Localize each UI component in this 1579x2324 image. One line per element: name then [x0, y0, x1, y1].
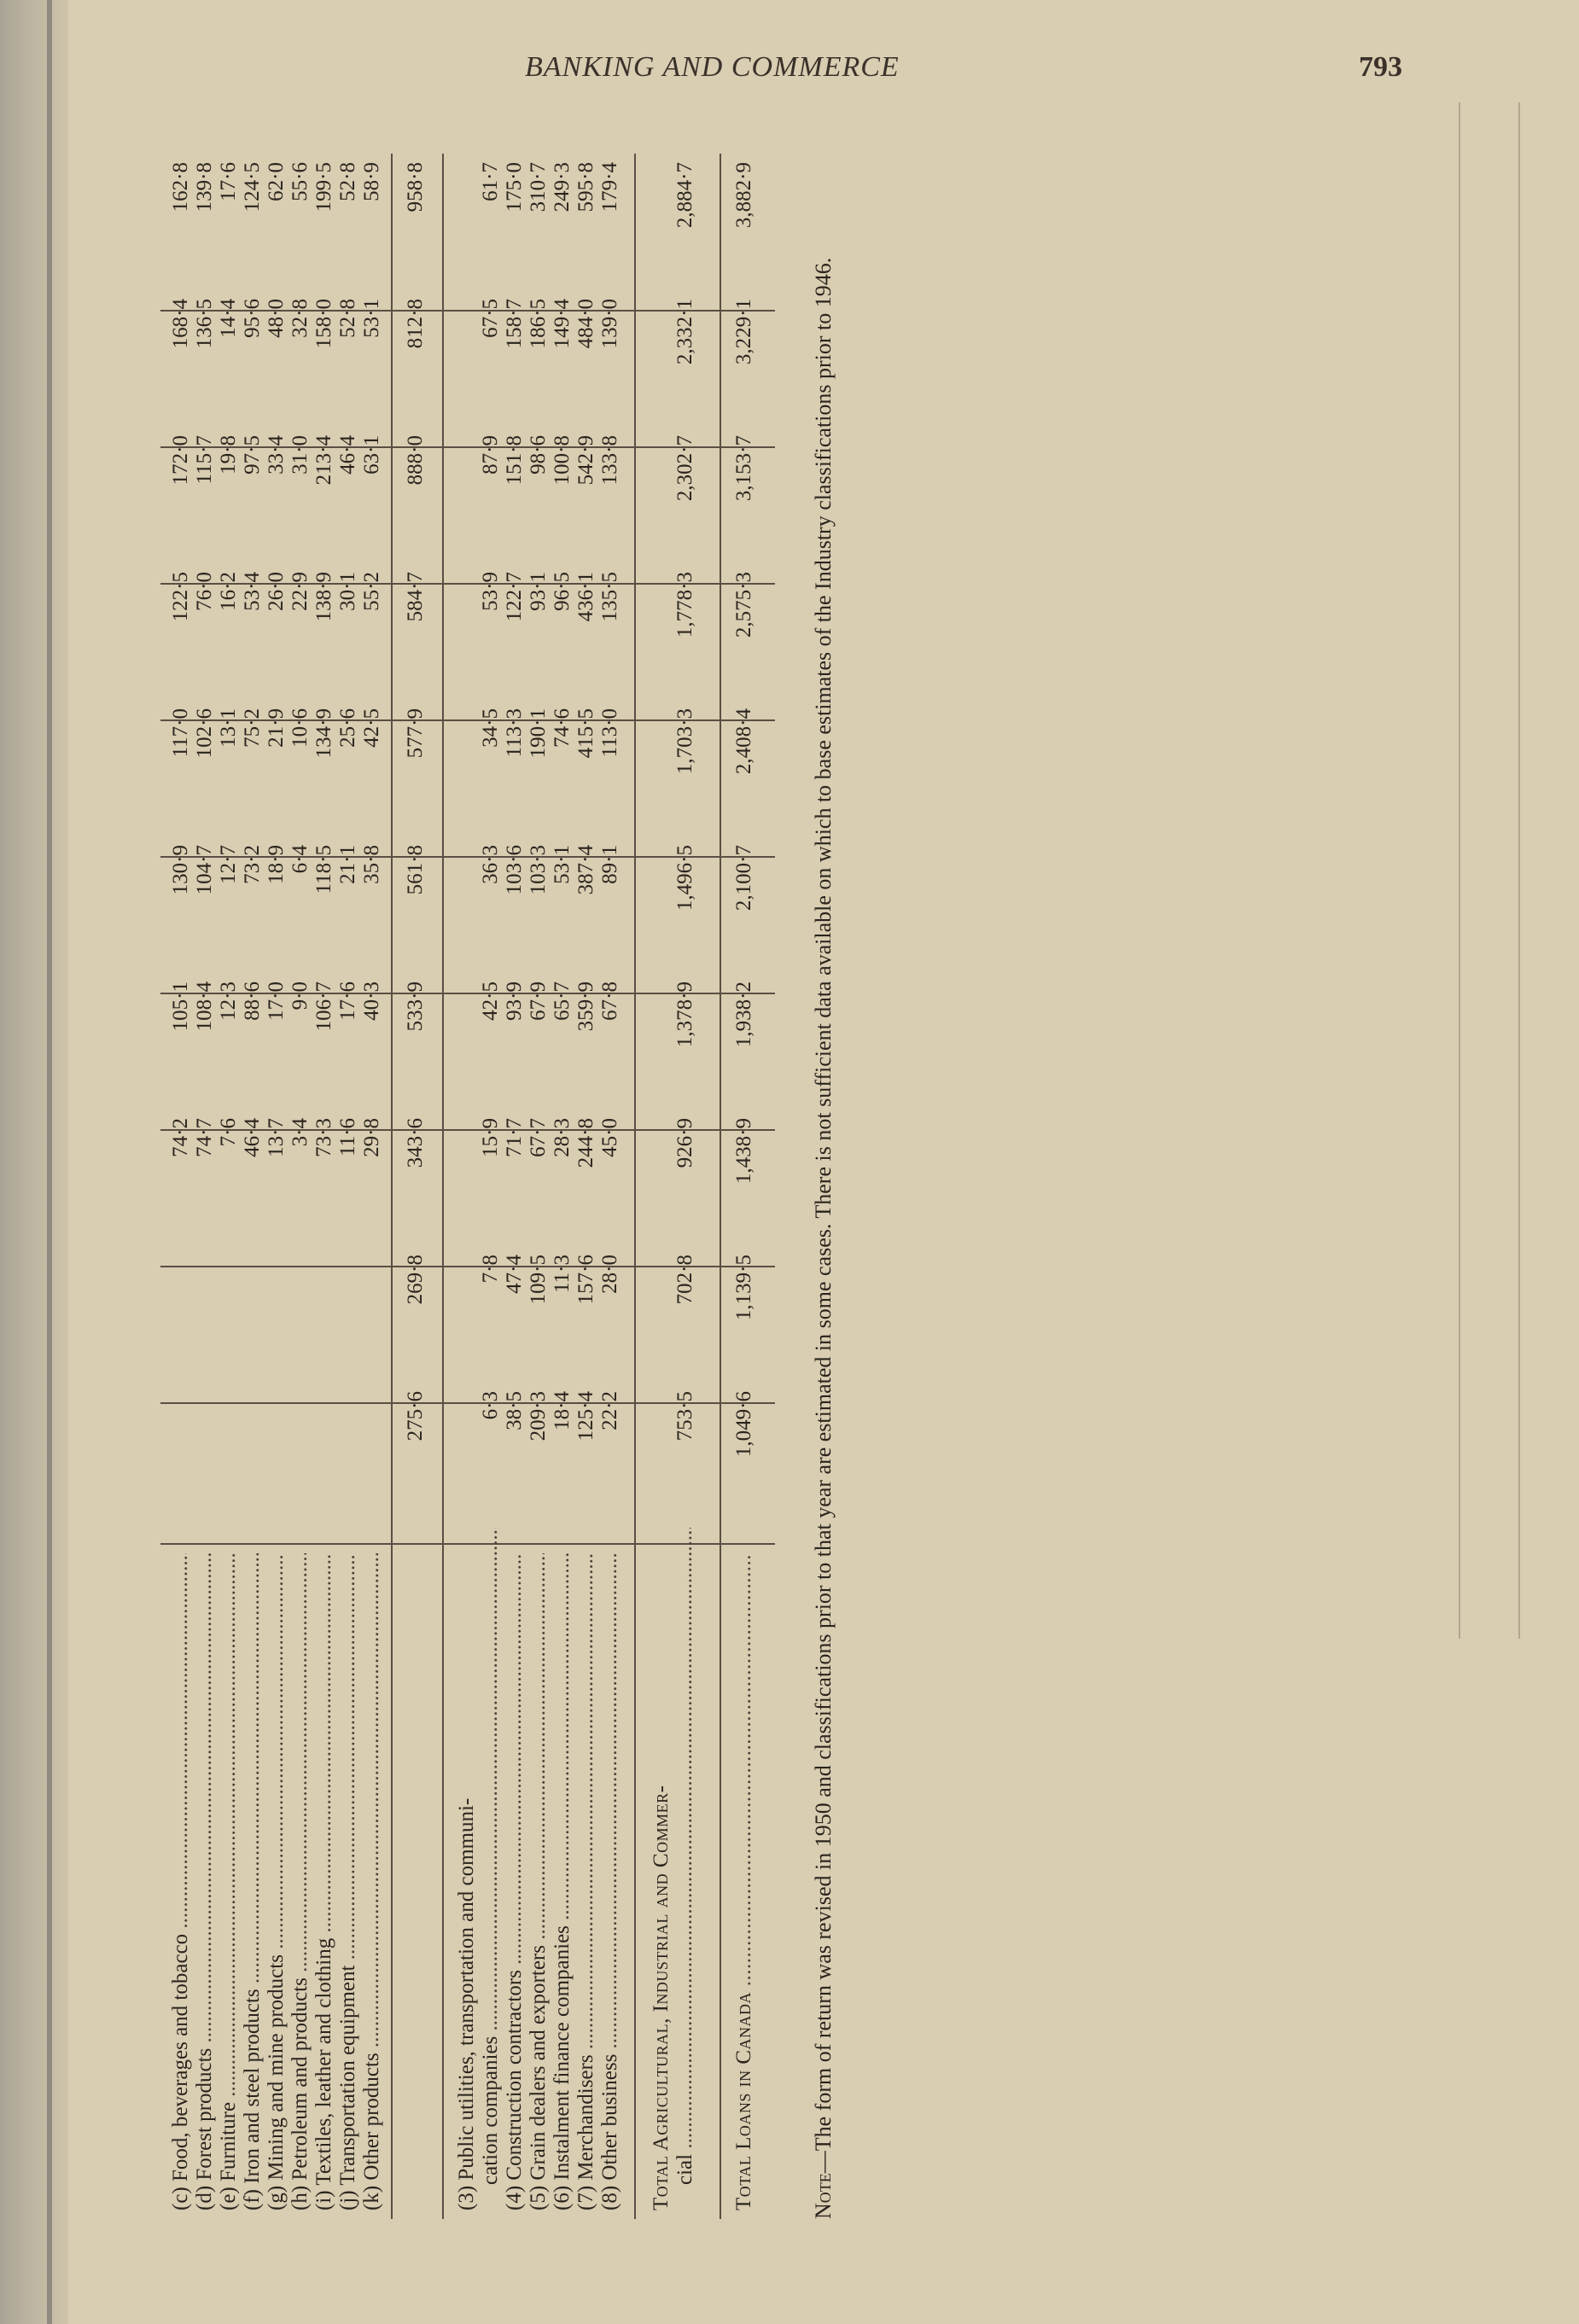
table-row	[217, 154, 241, 2219]
table-row	[404, 154, 428, 2219]
table-cell: 36·3	[479, 845, 502, 884]
table-cell: 48·0	[265, 299, 288, 338]
table-cell: 88·6	[241, 981, 264, 1021]
table-row	[673, 154, 697, 2219]
table-cell: 28·0	[598, 1255, 621, 1294]
table-cell: 25·6	[336, 708, 359, 748]
table-cell: 108·4	[193, 981, 216, 1032]
table-cell: 343·6	[404, 1118, 427, 1168]
table-cell: 7·8	[479, 1255, 502, 1284]
table-cell: 96·5	[551, 572, 574, 611]
running-head	[68, 51, 1579, 82]
table-cell: 209·3	[527, 1391, 550, 1442]
table-cell: 249·3	[551, 162, 574, 213]
table-row	[503, 154, 527, 2219]
table-cell: 136·5	[193, 299, 216, 349]
table-cell: 67·8	[598, 981, 621, 1021]
table-cell: 109·5	[527, 1255, 550, 1305]
table-cell: 2,575·3	[732, 572, 755, 638]
table-row	[169, 154, 193, 2219]
row-label: (g) Mining and mine products .....	[265, 1553, 288, 2210]
table-cell: 117·0	[169, 708, 192, 758]
table-cell: 118·5	[312, 845, 335, 894]
table-cell: 103·6	[503, 845, 526, 895]
table-cell: 74·2	[169, 1118, 192, 1157]
row-label: (i) Textiles, leather and clothing .....	[312, 1553, 336, 2210]
table-cell: 888·0	[404, 435, 427, 486]
book-gutter	[0, 0, 68, 2324]
table-cell: 113·3	[503, 708, 526, 758]
table-cell: 158·0	[312, 299, 335, 349]
row-rule	[720, 154, 721, 2219]
table-cell: 76·0	[193, 572, 216, 611]
table-cell: 310·7	[527, 162, 550, 213]
table-cell: 34·5	[479, 708, 502, 748]
table-cell: 53·1	[360, 299, 383, 338]
table-row	[265, 154, 288, 2219]
table-cell: 6·4	[288, 845, 312, 874]
table-cell: 577·9	[404, 708, 427, 759]
table-cell: 190·1	[527, 708, 550, 759]
table-cell: 584·7	[404, 572, 427, 622]
page-number: 793	[1359, 51, 1402, 83]
table-cell: 55·6	[288, 162, 312, 201]
table-cell: 162·8	[169, 162, 192, 213]
table-cell: 52·8	[336, 162, 359, 201]
table-cell: 1,139·5	[732, 1255, 755, 1321]
table-cell	[360, 1255, 384, 1400]
table-cell: 45·0	[598, 1118, 621, 1157]
table-cell: 415·5	[574, 708, 597, 759]
table-cell: 175·0	[503, 162, 526, 213]
table-cell: 2,884·7	[673, 162, 696, 229]
table-cell: 95·6	[241, 299, 264, 338]
table-cell: 2,100·7	[732, 845, 755, 912]
table-cell: 3,153·7	[732, 435, 755, 502]
table-cell: 1,938·2	[732, 981, 755, 1048]
table-cell: 186·5	[527, 299, 550, 349]
table-cell: 702·8	[673, 1255, 696, 1305]
table-cell: 436·1	[574, 572, 597, 622]
table-cell: 115·7	[193, 435, 216, 485]
table-cell: 134·9	[312, 708, 335, 759]
table-cell: 102·6	[193, 708, 216, 759]
table-cell	[193, 1255, 217, 1400]
table-cell: 122·7	[503, 572, 526, 622]
table-cell: 17·6	[217, 162, 240, 201]
table-cell: 67·7	[527, 1118, 550, 1157]
table-footnote	[809, 154, 877, 2219]
table-row	[312, 154, 336, 2219]
table-cell: 157·6	[574, 1255, 597, 1305]
table-row	[193, 154, 217, 2219]
row-label: (j) Transportation equipment .....	[336, 1553, 360, 2210]
table-cell: 47·4	[503, 1255, 526, 1294]
table-cell: 104·7	[193, 845, 216, 895]
table-cell	[217, 1255, 241, 1400]
table-cell: 40·3	[360, 981, 383, 1021]
table-row	[598, 154, 622, 2219]
table-cell: 168·4	[169, 299, 192, 349]
table-cell: 105·1	[169, 981, 192, 1032]
footnote-lead: Note	[811, 2173, 836, 2219]
table-cell: 179·4	[598, 162, 621, 213]
table-cell: 73·2	[241, 845, 264, 884]
row-label: cation companies .....	[479, 1528, 503, 2185]
table-cell: 61·7	[479, 162, 502, 201]
table-cell	[169, 1255, 193, 1400]
table-cell: 172·0	[169, 435, 192, 486]
table-cell: 21·1	[336, 845, 359, 884]
table-cell: 28·3	[551, 1118, 574, 1157]
row-label: (7) Merchandisers .....	[574, 1553, 598, 2210]
table-cell: 199·5	[312, 162, 335, 213]
table-cell: 46·4	[336, 435, 359, 475]
table-row	[479, 154, 503, 2219]
table-cell: 17·0	[265, 981, 288, 1021]
table-row	[241, 154, 265, 2219]
table-cell: 213·4	[312, 435, 335, 486]
table-cell: 21·9	[265, 708, 288, 748]
row-label: Total Loans in Canada .....	[732, 1553, 756, 2210]
table-cell: 35·8	[360, 845, 383, 884]
table-cell: 139·0	[598, 299, 621, 349]
row-label: (4) Construction contractors .....	[503, 1553, 527, 2210]
row-rule	[634, 154, 636, 2219]
table-cell: 812·8	[404, 299, 427, 349]
table-cell: 22·2	[598, 1391, 621, 1430]
table-cell: 106·7	[312, 981, 335, 1032]
gutter-shadow	[47, 0, 52, 2324]
table-cell: 17·6	[336, 981, 359, 1021]
table-cell: 22·9	[288, 572, 312, 611]
table-cell: 29·8	[360, 1118, 383, 1157]
table-cell: 1,496·5	[673, 845, 696, 912]
table-cell: 26·0	[265, 572, 288, 611]
row-label: (f) Iron and steel products .....	[241, 1553, 265, 2210]
table-cell: 18·9	[265, 845, 288, 884]
table-cell: 58·9	[360, 162, 383, 201]
row-label: (d) Forest products .....	[193, 1553, 217, 2210]
table-cell: 958·8	[404, 162, 427, 213]
table-cell	[241, 1255, 265, 1400]
table-cell: 139·8	[193, 162, 216, 213]
table-cell: 100·8	[551, 435, 574, 486]
footnote-text: —The form of return was revised in 1950 and classifications prior to that year are estimated in some cases. There is not sufficient data available on which to base estimates of the Industry classifications prior to 1946.	[811, 257, 836, 2174]
table-cell: 13·7	[265, 1118, 288, 1157]
table-cell: 926·9	[673, 1118, 696, 1168]
table-cell: 2,302·7	[673, 435, 696, 502]
table-cell: 10·6	[288, 708, 312, 748]
table-cell: 33·4	[265, 435, 288, 475]
table-cell: 73·3	[312, 1118, 335, 1157]
table-cell: 1,778·3	[673, 572, 696, 638]
table-cell: 13·1	[217, 708, 240, 748]
table-cell: 46·4	[241, 1118, 264, 1157]
table-row	[551, 154, 574, 2219]
table-cell: 3,882·9	[732, 162, 755, 229]
table-cell: 14·4	[217, 299, 240, 338]
row-label: (3) Public utilities, transportation and communi-	[455, 1797, 478, 2210]
table-cell: 15·9	[479, 1118, 502, 1157]
table-cell: 11·3	[551, 1255, 574, 1293]
row-label: (5) Grain dealers and exporters .....	[527, 1553, 551, 2210]
table-cell: 133·8	[598, 435, 621, 486]
table-cell: 93·9	[503, 981, 526, 1021]
table-cell: 542·9	[574, 435, 597, 486]
running-title: BANKING AND COMMERCE	[525, 51, 900, 83]
table-cell: 42·5	[360, 708, 383, 748]
table-row	[336, 154, 360, 2219]
loans-table	[160, 154, 894, 2219]
table-cell: 89·1	[598, 845, 621, 884]
table-cell: 9·0	[288, 981, 312, 1011]
table-cell: 30·1	[336, 572, 359, 611]
row-label: cial .....	[673, 1528, 697, 2185]
table-cell: 753·5	[673, 1391, 696, 1442]
table-cell: 269·8	[404, 1255, 427, 1305]
table-cell: 275·6	[404, 1391, 427, 1442]
table-cell: 67·9	[527, 981, 550, 1021]
table-cell: 63·1	[360, 435, 383, 475]
table-row	[455, 154, 479, 2219]
row-label: Total Agricultural, Industrial and Commer-	[650, 1785, 673, 2210]
table-cell: 113·0	[598, 708, 621, 758]
table-cell: 38·5	[503, 1391, 526, 1430]
row-label: (h) Petroleum and products .....	[288, 1553, 312, 2210]
row-label: (8) Other business .....	[598, 1553, 622, 2210]
row-label: (c) Food, beverages and tobacco .....	[169, 1553, 193, 2210]
table-cell: 32·8	[288, 299, 312, 338]
table-cell: 2,332·1	[673, 299, 696, 365]
table-cell: 16·2	[217, 572, 240, 611]
table-cell: 98·6	[527, 435, 550, 475]
table-cell: 74·6	[551, 708, 574, 748]
table-cell: 2,408·4	[732, 708, 755, 775]
table-cell: 387·4	[574, 845, 597, 895]
table-cell: 1,378·9	[673, 981, 696, 1048]
table-cell: 595·8	[574, 162, 597, 213]
table-row	[360, 154, 384, 2219]
table-cell: 135·5	[598, 572, 621, 622]
table-cell: 158·7	[503, 299, 526, 349]
book-page	[68, 0, 1579, 2324]
table-cell: 12·7	[217, 845, 240, 884]
table-cell: 53·9	[479, 572, 502, 611]
table-cell: 122·5	[169, 572, 192, 622]
table-cell: 74·7	[193, 1118, 216, 1157]
row-label: (6) Instalment finance companies .....	[551, 1553, 574, 2210]
table-cell: 130·9	[169, 845, 192, 895]
table-cell: 53·1	[551, 845, 574, 884]
table-cell	[336, 1255, 360, 1400]
table-cell: 359·9	[574, 981, 597, 1032]
table-cell: 31·0	[288, 435, 312, 475]
table-row	[732, 154, 756, 2219]
table-cell: 65·7	[551, 981, 574, 1021]
row-rule	[391, 154, 393, 2219]
rotated-table-region	[160, 154, 894, 2219]
table-cell: 53·4	[241, 572, 264, 611]
table-cell: 1,703·3	[673, 708, 696, 775]
table-cell: 1,438·9	[732, 1118, 755, 1185]
table-cell: 12·3	[217, 981, 240, 1021]
table-cell: 533·9	[404, 981, 427, 1032]
table-row	[650, 154, 673, 2219]
table-cell: 42·5	[479, 981, 502, 1021]
table-cell: 62·0	[265, 162, 288, 201]
table-cell: 7·6	[217, 1118, 240, 1147]
table-cell: 3·4	[288, 1118, 312, 1147]
table-row	[527, 154, 551, 2219]
table-cell: 124·5	[241, 162, 264, 213]
table-cell: 138·9	[312, 572, 335, 622]
table-cell: 11·6	[336, 1118, 359, 1156]
table-cell	[312, 1255, 336, 1400]
table-cell: 103·3	[527, 845, 550, 895]
table-cell: 561·8	[404, 845, 427, 895]
table-cell: 149·4	[551, 299, 574, 349]
table-cell	[265, 1255, 288, 1400]
table-cell: 52·8	[336, 299, 359, 338]
table-cell: 71·7	[503, 1118, 526, 1157]
table-cell: 484·0	[574, 299, 597, 349]
table-row	[574, 154, 598, 2219]
row-rule	[442, 154, 444, 2219]
table-cell: 97·5	[241, 435, 264, 475]
table-cell: 87·9	[479, 435, 502, 475]
table-cell: 93·1	[527, 572, 550, 611]
table-cell: 125·4	[574, 1391, 597, 1442]
table-cell: 18·4	[551, 1391, 574, 1430]
table-cell: 75·2	[241, 708, 264, 748]
table-cell: 55·2	[360, 572, 383, 611]
row-label: (e) Furniture .....	[217, 1553, 241, 2210]
table-cell: 3,229·1	[732, 299, 755, 365]
table-cell: 151·8	[503, 435, 526, 486]
table-cell: 244·8	[574, 1118, 597, 1168]
bleed-through-marks	[1442, 102, 1545, 1639]
table-cell: 1,049·6	[732, 1391, 755, 1458]
table-cell: 19·8	[217, 435, 240, 475]
table-cell: 6·3	[479, 1391, 502, 1420]
table-cell	[288, 1255, 312, 1400]
table-row	[288, 154, 312, 2219]
table-cell: 67·5	[479, 299, 502, 338]
row-label: (k) Other products .....	[360, 1553, 384, 2210]
